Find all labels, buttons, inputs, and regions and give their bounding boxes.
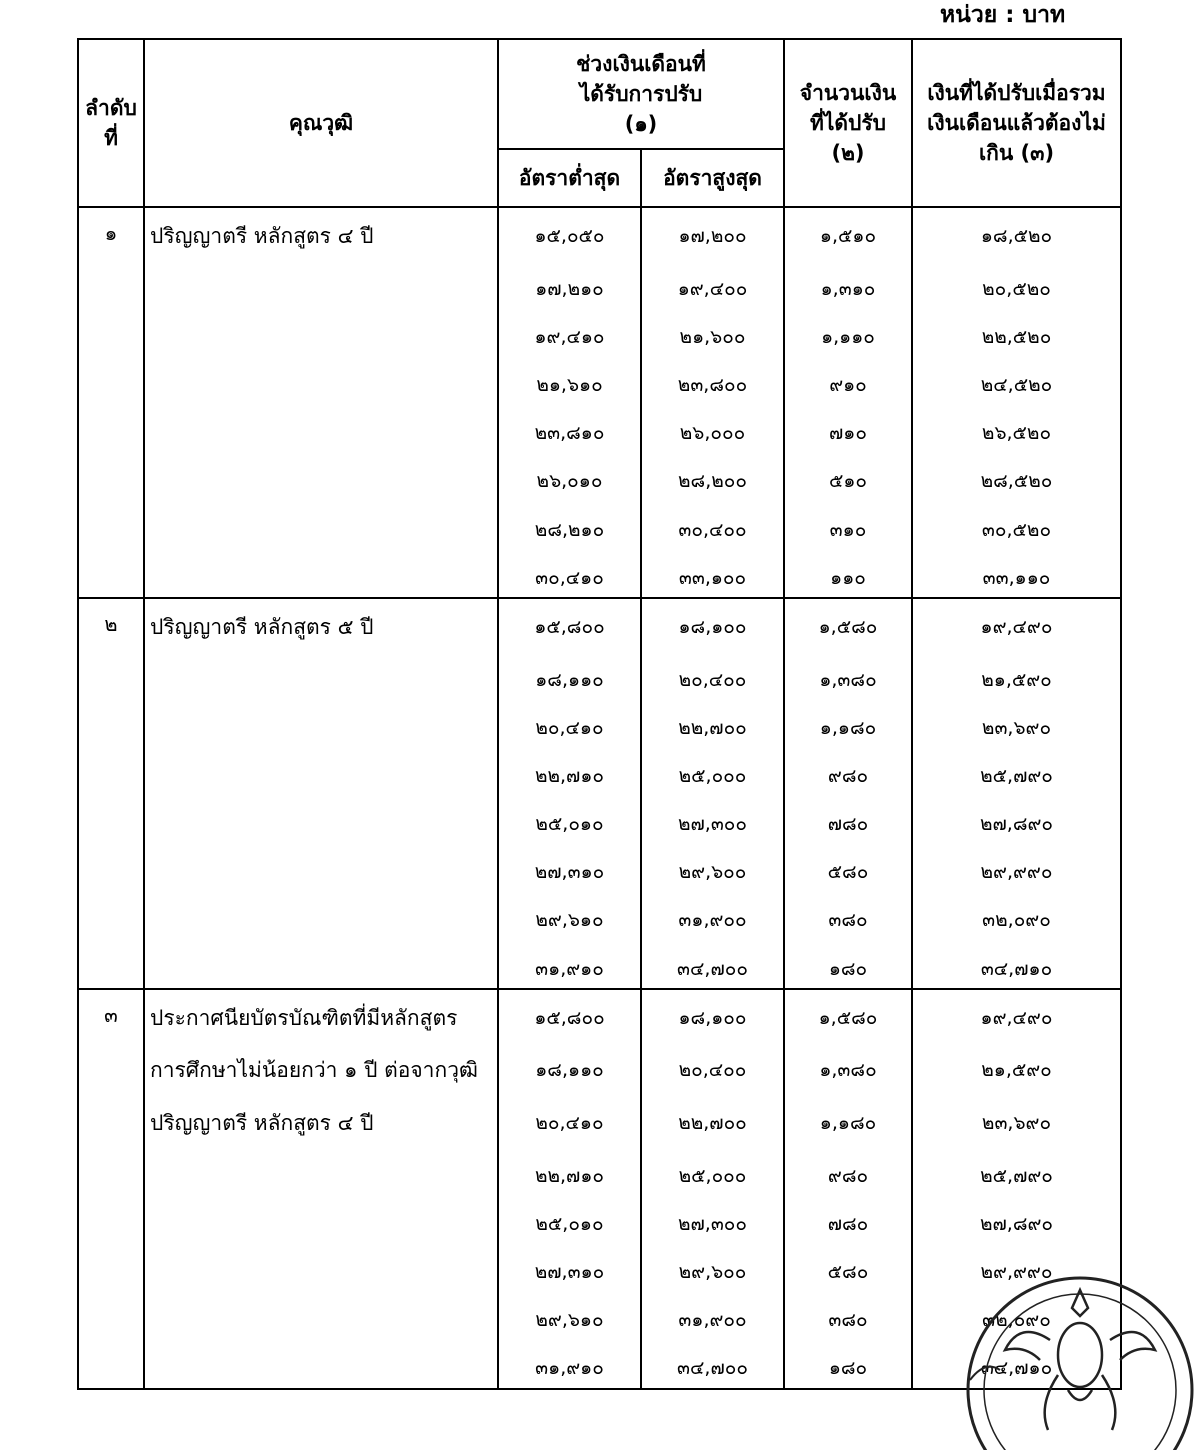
table-row — [78, 405, 1121, 453]
qualification-cell — [144, 844, 498, 892]
max-rate-cell: ๓๓,๑๐๐ — [641, 550, 784, 598]
min-rate-cell: ๒๒,๗๑๐ — [498, 748, 641, 796]
qualification-cell — [144, 1148, 498, 1196]
table-row — [78, 309, 1121, 357]
adjust-amount-cell: ๑,๓๘๐ — [784, 652, 912, 700]
min-rate-cell: ๒๕,๐๑๐ — [498, 796, 641, 844]
table-row — [78, 941, 1121, 989]
min-rate-cell: ๓๑,๙๑๐ — [498, 1340, 641, 1388]
table-row — [78, 453, 1121, 501]
table-row — [78, 207, 1121, 261]
table-row — [78, 357, 1121, 405]
qualification-cell — [144, 892, 498, 940]
salary-adjustment-table — [77, 38, 1122, 1390]
qualification-cell — [144, 357, 498, 405]
header-adjust-amount: จำนวนเงินที่ได้ปรับ (๒) — [784, 39, 912, 207]
max-rate-cell: ๒๙,๖๐๐ — [641, 844, 784, 892]
cap-cell: ๒๕,๗๙๐ — [912, 748, 1121, 796]
min-rate-cell: ๒๐,๔๑๐ — [498, 1095, 641, 1148]
min-rate-cell: ๒๕,๐๑๐ — [498, 1196, 641, 1244]
seq-cell — [78, 941, 144, 989]
max-rate-cell: ๒๙,๖๐๐ — [641, 1244, 784, 1292]
unit-label: หน่วย : บาท — [940, 2, 1066, 28]
qualification-cell: ปริญญาตรี หลักสูตร ๔ ปี — [144, 207, 498, 261]
min-rate-cell: ๒๑,๖๑๐ — [498, 357, 641, 405]
header-min-rate: อัตราต่ำสุด — [498, 149, 641, 207]
max-rate-cell: ๒๕,๐๐๐ — [641, 1148, 784, 1196]
min-rate-cell: ๒๙,๖๑๐ — [498, 1292, 641, 1340]
qualification-cell — [144, 652, 498, 700]
min-rate-cell: ๑๙,๔๑๐ — [498, 309, 641, 357]
table-row — [78, 748, 1121, 796]
seq-cell — [78, 1095, 144, 1148]
adjust-amount-cell: ๑,๑๘๐ — [784, 700, 912, 748]
header-max-rate: อัตราสูงสุด — [641, 149, 784, 207]
table-row — [78, 796, 1121, 844]
adjust-amount-cell: ๓๘๐ — [784, 1292, 912, 1340]
adjust-amount-cell: ๑,๑๘๐ — [784, 1095, 912, 1148]
max-rate-cell: ๒๖,๐๐๐ — [641, 405, 784, 453]
max-rate-cell: ๓๔,๗๐๐ — [641, 941, 784, 989]
qualification-group-2 — [78, 598, 1121, 989]
max-rate-cell: ๒๒,๗๐๐ — [641, 700, 784, 748]
table-row — [78, 844, 1121, 892]
qualification-cell — [144, 261, 498, 309]
adjust-amount-cell: ๑,๕๑๐ — [784, 207, 912, 261]
cap-cell: ๒๙,๙๙๐ — [912, 1244, 1121, 1292]
max-rate-cell: ๒๗,๓๐๐ — [641, 1196, 784, 1244]
cap-cell: ๓๔,๗๑๐ — [912, 1340, 1121, 1388]
min-rate-cell: ๑๗,๒๑๐ — [498, 261, 641, 309]
cap-cell: ๑๘,๕๒๐ — [912, 207, 1121, 261]
seq-cell — [78, 1196, 144, 1244]
adjust-amount-cell: ๕๘๐ — [784, 1244, 912, 1292]
min-rate-cell: ๓๐,๔๑๐ — [498, 550, 641, 598]
seq-cell — [78, 453, 144, 501]
seq-cell: ๑ — [78, 207, 144, 261]
adjust-amount-cell: ๓๑๐ — [784, 502, 912, 550]
adjust-amount-cell: ๙๘๐ — [784, 1148, 912, 1196]
qualification-cell: การศึกษาไม่น้อยกว่า ๑ ปี ต่อจากวุฒิ — [144, 1042, 498, 1095]
adjust-amount-cell: ๑๘๐ — [784, 1340, 912, 1388]
seq-cell — [78, 652, 144, 700]
min-rate-cell: ๑๕,๐๕๐ — [498, 207, 641, 261]
max-rate-cell: ๓๑,๙๐๐ — [641, 892, 784, 940]
qualification-cell — [144, 700, 498, 748]
qualification-cell — [144, 502, 498, 550]
cap-cell: ๑๙,๔๙๐ — [912, 989, 1121, 1043]
cap-cell: ๒๕,๗๙๐ — [912, 1148, 1121, 1196]
table-row — [78, 989, 1121, 1043]
max-rate-cell: ๑๘,๑๐๐ — [641, 598, 784, 652]
table-row — [78, 1042, 1121, 1095]
max-rate-cell: ๒๐,๔๐๐ — [641, 1042, 784, 1095]
min-rate-cell: ๒๒,๗๑๐ — [498, 1148, 641, 1196]
header-seq: ลำดับที่ — [78, 39, 144, 207]
table-row — [78, 502, 1121, 550]
header-qualification: คุณวุฒิ — [144, 39, 498, 207]
min-rate-cell: ๒๖,๐๑๐ — [498, 453, 641, 501]
adjust-amount-cell: ๗๘๐ — [784, 796, 912, 844]
max-rate-cell: ๒๗,๓๐๐ — [641, 796, 784, 844]
adjust-amount-cell: ๙๘๐ — [784, 748, 912, 796]
max-rate-cell: ๑๘,๑๐๐ — [641, 989, 784, 1043]
qualification-group-1 — [78, 207, 1121, 598]
seq-cell — [78, 261, 144, 309]
min-rate-cell: ๑๘,๑๑๐ — [498, 652, 641, 700]
min-rate-cell: ๓๑,๙๑๐ — [498, 941, 641, 989]
table-row — [78, 1196, 1121, 1244]
qualification-cell — [144, 1196, 498, 1244]
max-rate-cell: ๒๒,๗๐๐ — [641, 1095, 784, 1148]
min-rate-cell: ๒๙,๖๑๐ — [498, 892, 641, 940]
max-rate-cell: ๒๘,๒๐๐ — [641, 453, 784, 501]
qualification-cell — [144, 941, 498, 989]
max-rate-cell: ๒๕,๐๐๐ — [641, 748, 784, 796]
adjust-amount-cell: ๙๑๐ — [784, 357, 912, 405]
min-rate-cell: ๒๓,๘๑๐ — [498, 405, 641, 453]
qualification-cell — [144, 453, 498, 501]
table-row — [78, 550, 1121, 598]
cap-cell: ๓๒,๐๙๐ — [912, 892, 1121, 940]
qualification-cell: ปริญญาตรี หลักสูตร ๕ ปี — [144, 598, 498, 652]
seq-cell — [78, 748, 144, 796]
cap-cell: ๒๓,๖๙๐ — [912, 700, 1121, 748]
max-rate-cell: ๓๑,๙๐๐ — [641, 1292, 784, 1340]
seq-cell — [78, 502, 144, 550]
cap-cell: ๑๙,๔๙๐ — [912, 598, 1121, 652]
cap-cell: ๓๐,๕๒๐ — [912, 502, 1121, 550]
adjust-amount-cell: ๗๑๐ — [784, 405, 912, 453]
qualification-cell — [144, 550, 498, 598]
table-row — [78, 892, 1121, 940]
seq-cell — [78, 405, 144, 453]
seq-cell — [78, 892, 144, 940]
seq-cell — [78, 1292, 144, 1340]
cap-cell: ๒๙,๙๙๐ — [912, 844, 1121, 892]
seq-cell — [78, 1148, 144, 1196]
table-row — [78, 1095, 1121, 1148]
cap-cell: ๒๗,๘๙๐ — [912, 796, 1121, 844]
table-row — [78, 700, 1121, 748]
header-salary-range: ช่วงเงินเดือนที่ได้รับการปรับ (๑) — [498, 39, 784, 149]
cap-cell: ๒๑,๕๙๐ — [912, 1042, 1121, 1095]
cap-cell: ๓๒,๐๙๐ — [912, 1292, 1121, 1340]
table-row — [78, 598, 1121, 652]
seq-cell — [78, 1042, 144, 1095]
seq-cell: ๓ — [78, 989, 144, 1043]
table-row — [78, 1148, 1121, 1196]
official-garuda-seal — [940, 1250, 1196, 1450]
max-rate-cell: ๑๙,๔๐๐ — [641, 261, 784, 309]
seq-cell: ๒ — [78, 598, 144, 652]
adjust-amount-cell: ๑,๕๘๐ — [784, 989, 912, 1043]
adjust-amount-cell: ๑,๕๘๐ — [784, 598, 912, 652]
qualification-cell — [144, 1340, 498, 1388]
seq-cell — [78, 1340, 144, 1388]
cap-cell: ๒๘,๕๒๐ — [912, 453, 1121, 501]
adjust-amount-cell: ๑๘๐ — [784, 941, 912, 989]
qualification-cell: ประกาศนียบัตรบัณฑิตที่มีหลักสูตร — [144, 989, 498, 1043]
max-rate-cell: ๑๗,๒๐๐ — [641, 207, 784, 261]
qualification-cell — [144, 796, 498, 844]
adjust-amount-cell: ๕๑๐ — [784, 453, 912, 501]
qualification-cell — [144, 309, 498, 357]
qualification-cell — [144, 405, 498, 453]
cap-cell: ๒๖,๕๒๐ — [912, 405, 1121, 453]
cap-cell: ๓๔,๗๑๐ — [912, 941, 1121, 989]
min-rate-cell: ๑๕,๘๐๐ — [498, 598, 641, 652]
header-cap: เงินที่ได้ปรับเมื่อรวมเงินเดือนแล้วต้องไม่เกิน (๓) — [912, 39, 1121, 207]
qualification-cell — [144, 1244, 498, 1292]
min-rate-cell: ๑๕,๘๐๐ — [498, 989, 641, 1043]
adjust-amount-cell: ๓๘๐ — [784, 892, 912, 940]
cap-cell: ๒๑,๕๙๐ — [912, 652, 1121, 700]
table-row — [78, 652, 1121, 700]
cap-cell: ๒๒,๕๒๐ — [912, 309, 1121, 357]
adjust-amount-cell: ๑,๓๑๐ — [784, 261, 912, 309]
max-rate-cell: ๒๓,๘๐๐ — [641, 357, 784, 405]
qualification-cell: ปริญญาตรี หลักสูตร ๔ ปี — [144, 1095, 498, 1148]
table-row — [78, 261, 1121, 309]
cap-cell: ๒๐,๕๒๐ — [912, 261, 1121, 309]
max-rate-cell: ๓๐,๔๐๐ — [641, 502, 784, 550]
adjust-amount-cell: ๑,๑๑๐ — [784, 309, 912, 357]
cap-cell: ๒๔,๕๒๐ — [912, 357, 1121, 405]
seq-cell — [78, 357, 144, 405]
min-rate-cell: ๒๘,๒๑๐ — [498, 502, 641, 550]
min-rate-cell: ๑๘,๑๑๐ — [498, 1042, 641, 1095]
seq-cell — [78, 844, 144, 892]
max-rate-cell: ๒๐,๔๐๐ — [641, 652, 784, 700]
adjust-amount-cell: ๑,๓๘๐ — [784, 1042, 912, 1095]
min-rate-cell: ๒๗,๓๑๐ — [498, 844, 641, 892]
qualification-cell — [144, 1292, 498, 1340]
seq-cell — [78, 796, 144, 844]
max-rate-cell: ๓๔,๗๐๐ — [641, 1340, 784, 1388]
min-rate-cell: ๒๐,๔๑๐ — [498, 700, 641, 748]
seq-cell — [78, 309, 144, 357]
cap-cell: ๒๓,๖๙๐ — [912, 1095, 1121, 1148]
qualification-cell — [144, 748, 498, 796]
seq-cell — [78, 700, 144, 748]
adjust-amount-cell: ๕๘๐ — [784, 844, 912, 892]
max-rate-cell: ๒๑,๖๐๐ — [641, 309, 784, 357]
seq-cell — [78, 550, 144, 598]
cap-cell: ๓๓,๑๑๐ — [912, 550, 1121, 598]
adjust-amount-cell: ๗๘๐ — [784, 1196, 912, 1244]
cap-cell: ๒๗,๘๙๐ — [912, 1196, 1121, 1244]
seq-cell — [78, 1244, 144, 1292]
adjust-amount-cell: ๑๑๐ — [784, 550, 912, 598]
min-rate-cell: ๒๗,๓๑๐ — [498, 1244, 641, 1292]
